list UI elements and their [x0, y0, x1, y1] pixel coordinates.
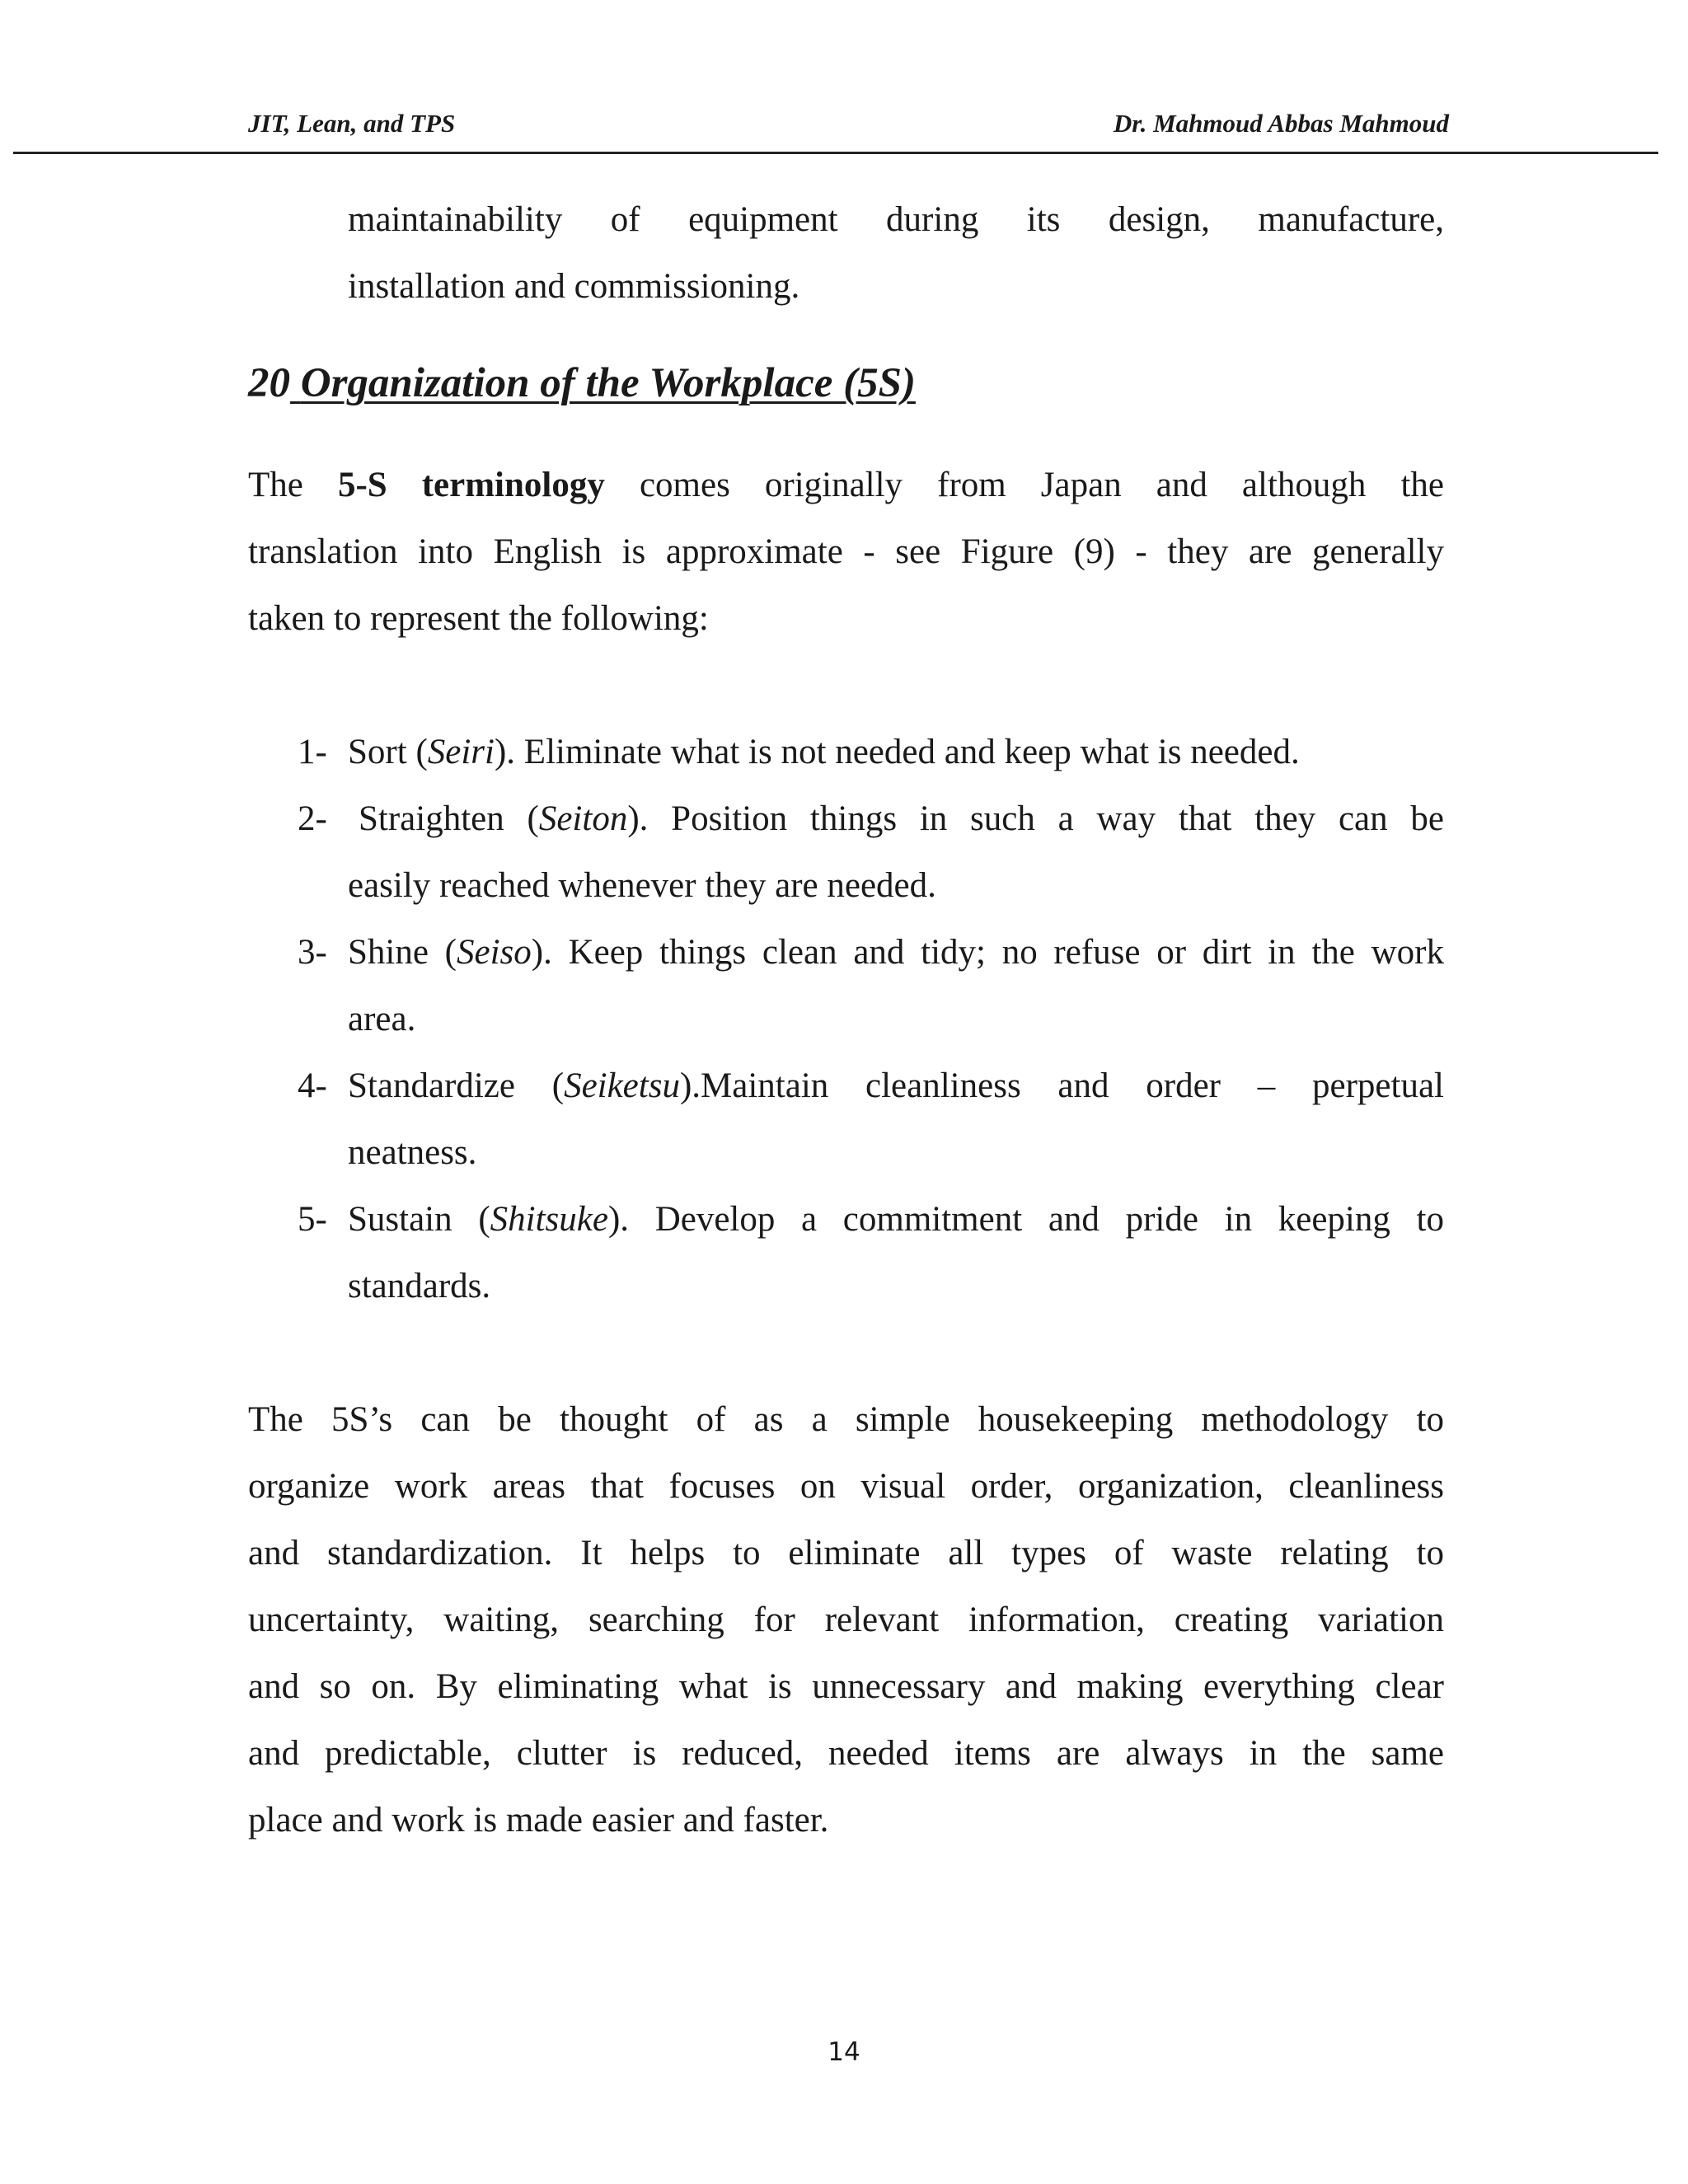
list-item-text: Standardize (Seiketsu).Maintain cleanliness and order – perpetual [348, 1066, 1444, 1105]
page-number: 14 [828, 2037, 860, 2067]
section-title: Organization of the Workplace (5S) [300, 360, 916, 406]
closing-line-4: uncertainty, waiting, searching for relevant information, creating variation [248, 1601, 1444, 1639]
list-item-continuation: standards. [348, 1267, 491, 1305]
list-number: 4- [298, 1066, 327, 1105]
term-5s-terminology: 5-S terminology [337, 466, 605, 504]
list-number: 5- [298, 1200, 327, 1239]
closing-line-1: The 5S’s can be thought of as a simple housekeeping methodology to [248, 1400, 1444, 1439]
intro-line-2: translation into English is approximate - see Figure (9) - they are generally [248, 532, 1444, 571]
section-number: 20 [248, 360, 290, 406]
closing-line-3: and standardization. It helps to eliminate all types of waste relating to [248, 1534, 1444, 1572]
list-number: 2- [298, 799, 327, 838]
header-book-title: JIT, Lean, and TPS [248, 109, 456, 138]
closing-line-2: organize work areas that focuses on visual order, organization, cleanliness [248, 1467, 1444, 1506]
list-item-text: Straighten (Seiton). Position things in such a way that they can be [359, 799, 1444, 838]
list-item-sort [298, 719, 1444, 785]
list-item-shine [298, 919, 1444, 986]
header-author: Dr. Mahmoud Abbas Mahmoud [1113, 109, 1449, 138]
list-item-straighten [298, 785, 1444, 852]
list-number: 3- [298, 933, 327, 972]
continuation-line-1: maintainability of equipment during its design, manufacture, [348, 200, 1444, 239]
list-number: 1- [298, 733, 327, 771]
intro-line-3: taken to represent the following: [248, 599, 709, 638]
list-item-text: Shine (Seiso). Keep things clean and tidy; no refuse or dirt in the work [348, 933, 1444, 972]
list-item-sustain [298, 1186, 1444, 1253]
closing-line-5: and so on. By eliminating what is unnecessary and making everything clear [248, 1667, 1444, 1706]
closing-line-7: place and work is made easier and faster. [248, 1801, 829, 1840]
header-divider [13, 152, 1658, 154]
list-item-text: Sort (Seiri). Eliminate what is not needed and keep what is needed. [348, 733, 1300, 771]
closing-line-6: and predictable, clutter is reduced, needed items are always in the same [248, 1734, 1444, 1773]
continuation-line-2: installation and commissioning. [348, 267, 800, 306]
list-item-standardize [298, 1052, 1444, 1119]
section-heading [248, 354, 916, 412]
list-item-continuation: neatness. [348, 1133, 477, 1172]
list-item-continuation: area. [348, 1000, 416, 1038]
list-item-text: Sustain (Shitsuke). Develop a commitment and pride in keeping to [348, 1200, 1444, 1239]
list-item-continuation: easily reached whenever they are needed. [348, 866, 936, 905]
intro-line-1: The 5-S terminology comes originally from Japan and although the [248, 466, 1445, 504]
